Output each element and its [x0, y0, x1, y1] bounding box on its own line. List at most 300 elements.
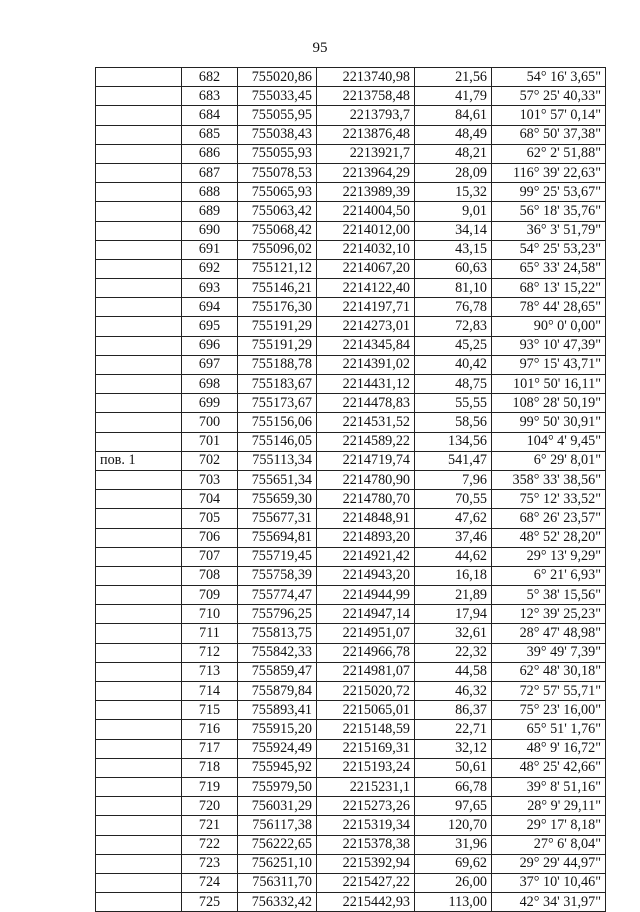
y-coordinate-cell: 2213989,39: [317, 183, 415, 202]
point-number-cell: 721: [182, 816, 238, 835]
point-number-cell: 711: [182, 624, 238, 643]
point-number-cell: 713: [182, 662, 238, 681]
bearing-angle-cell: 62° 48' 30,18": [492, 662, 606, 681]
bearing-angle-cell: 56° 18' 35,76": [492, 202, 606, 221]
point-number-cell: 719: [182, 777, 238, 796]
bearing-angle-cell: 99° 50' 30,91": [492, 413, 606, 432]
point-number-cell: 698: [182, 375, 238, 394]
x-coordinate-cell: 755096,02: [238, 240, 317, 259]
point-number-cell: 720: [182, 797, 238, 816]
table-row: [96, 701, 606, 720]
table-row: [96, 451, 606, 470]
distance-cell: 15,32: [415, 183, 492, 202]
row-label-cell: [96, 163, 182, 182]
table-row: [96, 643, 606, 662]
row-label-cell: [96, 758, 182, 777]
table-row: [96, 375, 606, 394]
x-coordinate-cell: 755651,34: [238, 470, 317, 489]
x-coordinate-cell: 755859,47: [238, 662, 317, 681]
row-label-cell: [96, 509, 182, 528]
y-coordinate-cell: 2215231,1: [317, 777, 415, 796]
y-coordinate-cell: 2213876,48: [317, 125, 415, 144]
point-number-cell: 692: [182, 259, 238, 278]
bearing-angle-cell: 68° 13' 15,22": [492, 279, 606, 298]
row-label-cell: [96, 317, 182, 336]
x-coordinate-cell: 755774,47: [238, 586, 317, 605]
distance-cell: 69,62: [415, 854, 492, 873]
x-coordinate-cell: 756251,10: [238, 854, 317, 873]
point-number-cell: 706: [182, 528, 238, 547]
distance-cell: 34,14: [415, 221, 492, 240]
row-label-cell: [96, 586, 182, 605]
bearing-angle-cell: 54° 16' 3,65": [492, 68, 606, 87]
x-coordinate-cell: 755945,92: [238, 758, 317, 777]
row-label-cell: [96, 528, 182, 547]
bearing-angle-cell: 29° 13' 9,29": [492, 547, 606, 566]
bearing-angle-cell: 90° 0' 0,00": [492, 317, 606, 336]
point-number-cell: 724: [182, 873, 238, 892]
bearing-angle-cell: 48° 25' 42,66": [492, 758, 606, 777]
y-coordinate-cell: 2215378,38: [317, 835, 415, 854]
point-number-cell: 685: [182, 125, 238, 144]
x-coordinate-cell: 755146,21: [238, 279, 317, 298]
distance-cell: 48,75: [415, 375, 492, 394]
distance-cell: 21,56: [415, 68, 492, 87]
coordinates-table: [95, 67, 606, 912]
row-label-cell: [96, 566, 182, 585]
bearing-angle-cell: 12° 39' 25,23": [492, 605, 606, 624]
x-coordinate-cell: 755694,81: [238, 528, 317, 547]
distance-cell: 22,32: [415, 643, 492, 662]
row-label-cell: [96, 490, 182, 509]
y-coordinate-cell: 2214921,42: [317, 547, 415, 566]
bearing-angle-cell: 6° 21' 6,93": [492, 566, 606, 585]
x-coordinate-cell: 755842,33: [238, 643, 317, 662]
row-label-cell: [96, 394, 182, 413]
table-row: [96, 739, 606, 758]
bearing-angle-cell: 62° 2' 51,88": [492, 144, 606, 163]
point-number-cell: 693: [182, 279, 238, 298]
distance-cell: 541,47: [415, 451, 492, 470]
bearing-angle-cell: 116° 39' 22,63": [492, 163, 606, 182]
y-coordinate-cell: 2215020,72: [317, 682, 415, 701]
table-row: [96, 106, 606, 125]
point-number-cell: 709: [182, 586, 238, 605]
point-number-cell: 715: [182, 701, 238, 720]
distance-cell: 37,46: [415, 528, 492, 547]
row-label-cell: [96, 701, 182, 720]
bearing-angle-cell: 65° 33' 24,58": [492, 259, 606, 278]
distance-cell: 43,15: [415, 240, 492, 259]
x-coordinate-cell: 756222,65: [238, 835, 317, 854]
row-label-cell: [96, 432, 182, 451]
distance-cell: 32,12: [415, 739, 492, 758]
bearing-angle-cell: 108° 28' 50,19": [492, 394, 606, 413]
row-label-cell: [96, 797, 182, 816]
table-row: [96, 240, 606, 259]
row-label-cell: [96, 413, 182, 432]
table-row: [96, 470, 606, 489]
table-row: [96, 317, 606, 336]
distance-cell: 40,42: [415, 355, 492, 374]
table-row: [96, 720, 606, 739]
point-number-cell: 710: [182, 605, 238, 624]
x-coordinate-cell: 755188,78: [238, 355, 317, 374]
row-label-cell: [96, 662, 182, 681]
y-coordinate-cell: 2214944,99: [317, 586, 415, 605]
x-coordinate-cell: 755813,75: [238, 624, 317, 643]
row-label-cell: [96, 547, 182, 566]
table-row: [96, 509, 606, 528]
bearing-angle-cell: 99° 25' 53,67": [492, 183, 606, 202]
distance-cell: 81,10: [415, 279, 492, 298]
y-coordinate-cell: 2214943,20: [317, 566, 415, 585]
y-coordinate-cell: 2214478,83: [317, 394, 415, 413]
bearing-angle-cell: 28° 47' 48,98": [492, 624, 606, 643]
y-coordinate-cell: 2214345,84: [317, 336, 415, 355]
point-number-cell: 703: [182, 470, 238, 489]
distance-cell: 22,71: [415, 720, 492, 739]
point-number-cell: 687: [182, 163, 238, 182]
y-coordinate-cell: 2214273,01: [317, 317, 415, 336]
x-coordinate-cell: 755173,67: [238, 394, 317, 413]
bearing-angle-cell: 29° 29' 44,97": [492, 854, 606, 873]
table-row: [96, 624, 606, 643]
table-row: [96, 605, 606, 624]
point-number-cell: 702: [182, 451, 238, 470]
row-label-cell: [96, 279, 182, 298]
x-coordinate-cell: 755065,93: [238, 183, 317, 202]
y-coordinate-cell: 2214780,70: [317, 490, 415, 509]
point-number-cell: 717: [182, 739, 238, 758]
distance-cell: 21,89: [415, 586, 492, 605]
distance-cell: 120,70: [415, 816, 492, 835]
y-coordinate-cell: 2214719,74: [317, 451, 415, 470]
point-number-cell: 689: [182, 202, 238, 221]
bearing-angle-cell: 48° 52' 28,20": [492, 528, 606, 547]
distance-cell: 134,56: [415, 432, 492, 451]
coordinates-table-body: [96, 68, 606, 912]
bearing-angle-cell: 42° 34' 31,97": [492, 893, 606, 912]
point-number-cell: 708: [182, 566, 238, 585]
x-coordinate-cell: 755020,86: [238, 68, 317, 87]
distance-cell: 7,96: [415, 470, 492, 489]
point-number-cell: 699: [182, 394, 238, 413]
row-label-cell: [96, 777, 182, 796]
bearing-angle-cell: 29° 17' 8,18": [492, 816, 606, 835]
row-label-cell: [96, 835, 182, 854]
distance-cell: 44,62: [415, 547, 492, 566]
x-coordinate-cell: 755979,50: [238, 777, 317, 796]
table-row: [96, 125, 606, 144]
point-number-cell: 691: [182, 240, 238, 259]
y-coordinate-cell: 2214012,00: [317, 221, 415, 240]
point-number-cell: 723: [182, 854, 238, 873]
bearing-angle-cell: 36° 3' 51,79": [492, 221, 606, 240]
table-row: [96, 183, 606, 202]
bearing-angle-cell: 78° 44' 28,65": [492, 298, 606, 317]
table-row: [96, 336, 606, 355]
point-number-cell: 705: [182, 509, 238, 528]
x-coordinate-cell: 755879,84: [238, 682, 317, 701]
row-label-cell: [96, 240, 182, 259]
x-coordinate-cell: 756117,38: [238, 816, 317, 835]
point-number-cell: 683: [182, 87, 238, 106]
table-row: [96, 662, 606, 681]
point-number-cell: 688: [182, 183, 238, 202]
distance-cell: 70,55: [415, 490, 492, 509]
x-coordinate-cell: 755176,30: [238, 298, 317, 317]
x-coordinate-cell: 755033,45: [238, 87, 317, 106]
y-coordinate-cell: 2214966,78: [317, 643, 415, 662]
bearing-angle-cell: 6° 29' 8,01": [492, 451, 606, 470]
bearing-angle-cell: 68° 26' 23,57": [492, 509, 606, 528]
table-row: [96, 873, 606, 892]
x-coordinate-cell: 755055,95: [238, 106, 317, 125]
table-row: [96, 279, 606, 298]
table-row: [96, 777, 606, 796]
bearing-angle-cell: 101° 50' 16,11": [492, 375, 606, 394]
distance-cell: 55,55: [415, 394, 492, 413]
row-label-cell: [96, 893, 182, 912]
table-row: [96, 259, 606, 278]
distance-cell: 47,62: [415, 509, 492, 528]
row-label-cell: [96, 643, 182, 662]
y-coordinate-cell: 2215442,93: [317, 893, 415, 912]
x-coordinate-cell: 755183,67: [238, 375, 317, 394]
table-row: [96, 221, 606, 240]
table-row: [96, 68, 606, 87]
distance-cell: 66,78: [415, 777, 492, 796]
y-coordinate-cell: 2215065,01: [317, 701, 415, 720]
bearing-angle-cell: 104° 4' 9,45": [492, 432, 606, 451]
row-label-cell: [96, 106, 182, 125]
bearing-angle-cell: 39° 49' 7,39": [492, 643, 606, 662]
x-coordinate-cell: 755068,42: [238, 221, 317, 240]
table-row: [96, 797, 606, 816]
x-coordinate-cell: 755915,20: [238, 720, 317, 739]
point-number-cell: 700: [182, 413, 238, 432]
row-label-cell: [96, 336, 182, 355]
row-label-cell: [96, 202, 182, 221]
bearing-angle-cell: 68° 50' 37,38": [492, 125, 606, 144]
distance-cell: 26,00: [415, 873, 492, 892]
row-label-cell: [96, 68, 182, 87]
y-coordinate-cell: 2214947,14: [317, 605, 415, 624]
bearing-angle-cell: 65° 51' 1,76": [492, 720, 606, 739]
x-coordinate-cell: 755156,06: [238, 413, 317, 432]
table-row: [96, 413, 606, 432]
row-label-cell: [96, 720, 182, 739]
point-number-cell: 704: [182, 490, 238, 509]
x-coordinate-cell: 755719,45: [238, 547, 317, 566]
bearing-angle-cell: 37° 10' 10,46": [492, 873, 606, 892]
bearing-angle-cell: 101° 57' 0,14": [492, 106, 606, 125]
bearing-angle-cell: 54° 25' 53,23": [492, 240, 606, 259]
point-number-cell: 725: [182, 893, 238, 912]
table-row: [96, 816, 606, 835]
bearing-angle-cell: 57° 25' 40,33": [492, 87, 606, 106]
distance-cell: 32,61: [415, 624, 492, 643]
bearing-angle-cell: 75° 23' 16,00": [492, 701, 606, 720]
row-label-cell: [96, 854, 182, 873]
table-row: [96, 547, 606, 566]
y-coordinate-cell: 2215169,31: [317, 739, 415, 758]
table-row: [96, 528, 606, 547]
bearing-angle-cell: 358° 33' 38,56": [492, 470, 606, 489]
x-coordinate-cell: 755659,30: [238, 490, 317, 509]
table-row: [96, 394, 606, 413]
x-coordinate-cell: 755055,93: [238, 144, 317, 163]
x-coordinate-cell: 755191,29: [238, 317, 317, 336]
x-coordinate-cell: 756311,70: [238, 873, 317, 892]
distance-cell: 44,58: [415, 662, 492, 681]
x-coordinate-cell: 755113,34: [238, 451, 317, 470]
x-coordinate-cell: 756332,42: [238, 893, 317, 912]
y-coordinate-cell: 2215273,26: [317, 797, 415, 816]
y-coordinate-cell: 2214004,50: [317, 202, 415, 221]
y-coordinate-cell: 2214589,22: [317, 432, 415, 451]
row-label-cell: [96, 470, 182, 489]
y-coordinate-cell: 2214391,02: [317, 355, 415, 374]
table-row: [96, 854, 606, 873]
y-coordinate-cell: 2214431,12: [317, 375, 415, 394]
bearing-angle-cell: 75° 12' 33,52": [492, 490, 606, 509]
table-row: [96, 87, 606, 106]
point-number-cell: 701: [182, 432, 238, 451]
point-number-cell: 718: [182, 758, 238, 777]
distance-cell: 16,18: [415, 566, 492, 585]
distance-cell: 45,25: [415, 336, 492, 355]
distance-cell: 50,61: [415, 758, 492, 777]
bearing-angle-cell: 97° 15' 43,71": [492, 355, 606, 374]
y-coordinate-cell: 2214981,07: [317, 662, 415, 681]
table-row: [96, 298, 606, 317]
row-label-cell: [96, 682, 182, 701]
distance-cell: 31,96: [415, 835, 492, 854]
distance-cell: 28,09: [415, 163, 492, 182]
bearing-angle-cell: 93° 10' 47,39": [492, 336, 606, 355]
table-row: [96, 758, 606, 777]
table-row: [96, 893, 606, 912]
page-number: 95: [312, 40, 328, 56]
row-label-cell: [96, 375, 182, 394]
distance-cell: 113,00: [415, 893, 492, 912]
row-label-cell: [96, 605, 182, 624]
y-coordinate-cell: 2213740,98: [317, 68, 415, 87]
distance-cell: 86,37: [415, 701, 492, 720]
distance-cell: 76,78: [415, 298, 492, 317]
distance-cell: 48,49: [415, 125, 492, 144]
point-number-cell: 694: [182, 298, 238, 317]
table-row: [96, 163, 606, 182]
row-label-cell: [96, 298, 182, 317]
x-coordinate-cell: 755063,42: [238, 202, 317, 221]
bearing-angle-cell: 28° 9' 29,11": [492, 797, 606, 816]
x-coordinate-cell: 756031,29: [238, 797, 317, 816]
distance-cell: 46,32: [415, 682, 492, 701]
x-coordinate-cell: 755191,29: [238, 336, 317, 355]
y-coordinate-cell: 2215319,34: [317, 816, 415, 835]
x-coordinate-cell: 755121,12: [238, 259, 317, 278]
bearing-angle-cell: 27° 6' 8,04": [492, 835, 606, 854]
row-label-cell: [96, 144, 182, 163]
distance-cell: 17,94: [415, 605, 492, 624]
row-label-cell: [96, 355, 182, 374]
table-row: [96, 144, 606, 163]
x-coordinate-cell: 755146,05: [238, 432, 317, 451]
table-row: [96, 202, 606, 221]
point-number-cell: 695: [182, 317, 238, 336]
y-coordinate-cell: 2213964,29: [317, 163, 415, 182]
point-number-cell: 686: [182, 144, 238, 163]
table-row: [96, 586, 606, 605]
row-label-cell: [96, 221, 182, 240]
distance-cell: 97,65: [415, 797, 492, 816]
x-coordinate-cell: 755677,31: [238, 509, 317, 528]
y-coordinate-cell: 2215148,59: [317, 720, 415, 739]
row-label-cell: [96, 183, 182, 202]
point-number-cell: 712: [182, 643, 238, 662]
y-coordinate-cell: 2214032,10: [317, 240, 415, 259]
table-row: [96, 682, 606, 701]
y-coordinate-cell: 2214197,71: [317, 298, 415, 317]
y-coordinate-cell: 2214893,20: [317, 528, 415, 547]
x-coordinate-cell: 755796,25: [238, 605, 317, 624]
y-coordinate-cell: 2214531,52: [317, 413, 415, 432]
y-coordinate-cell: 2213921,7: [317, 144, 415, 163]
table-row: [96, 566, 606, 585]
distance-cell: 72,83: [415, 317, 492, 336]
row-label-cell: пов. 1: [96, 451, 182, 470]
point-number-cell: 722: [182, 835, 238, 854]
y-coordinate-cell: 2214122,40: [317, 279, 415, 298]
table-row: [96, 835, 606, 854]
row-label-cell: [96, 873, 182, 892]
distance-cell: 84,61: [415, 106, 492, 125]
point-number-cell: 682: [182, 68, 238, 87]
y-coordinate-cell: 2213793,7: [317, 106, 415, 125]
row-label-cell: [96, 816, 182, 835]
bearing-angle-cell: 72° 57' 55,71": [492, 682, 606, 701]
bearing-angle-cell: 48° 9' 16,72": [492, 739, 606, 758]
bearing-angle-cell: 5° 38' 15,56": [492, 586, 606, 605]
table-row: [96, 490, 606, 509]
y-coordinate-cell: 2215392,94: [317, 854, 415, 873]
y-coordinate-cell: 2214067,20: [317, 259, 415, 278]
row-label-cell: [96, 259, 182, 278]
distance-cell: 41,79: [415, 87, 492, 106]
y-coordinate-cell: 2215427,22: [317, 873, 415, 892]
y-coordinate-cell: 2214848,91: [317, 509, 415, 528]
table-row: [96, 432, 606, 451]
distance-cell: 58,56: [415, 413, 492, 432]
x-coordinate-cell: 755893,41: [238, 701, 317, 720]
row-label-cell: [96, 739, 182, 758]
x-coordinate-cell: 755038,43: [238, 125, 317, 144]
y-coordinate-cell: 2215193,24: [317, 758, 415, 777]
point-number-cell: 714: [182, 682, 238, 701]
point-number-cell: 716: [182, 720, 238, 739]
point-number-cell: 696: [182, 336, 238, 355]
y-coordinate-cell: 2213758,48: [317, 87, 415, 106]
row-label-cell: [96, 624, 182, 643]
point-number-cell: 707: [182, 547, 238, 566]
table-row: [96, 355, 606, 374]
x-coordinate-cell: 755924,49: [238, 739, 317, 758]
point-number-cell: 690: [182, 221, 238, 240]
row-label-cell: [96, 87, 182, 106]
